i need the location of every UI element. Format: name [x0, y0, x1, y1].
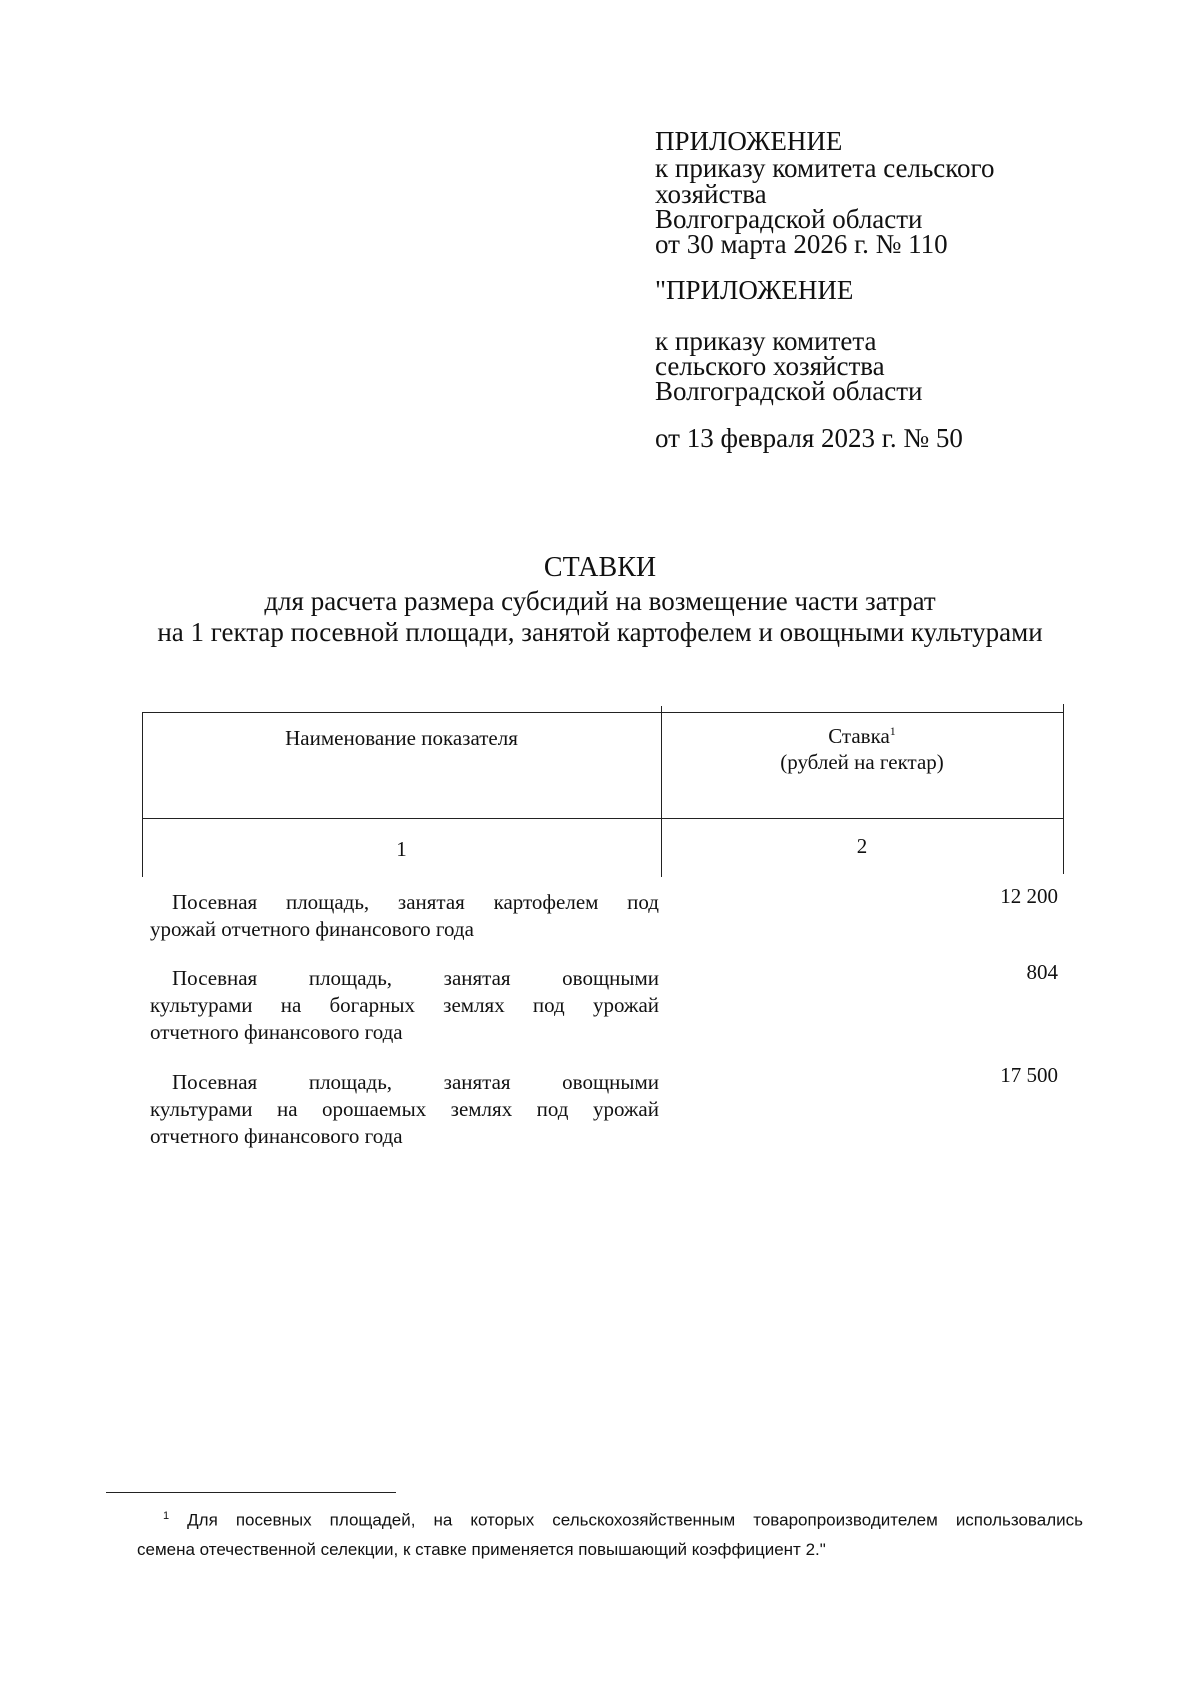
column-number-1: 1: [396, 837, 407, 861]
quoted-appendix-date: от 13 февраля 2023 г. № 50: [655, 423, 963, 453]
document-subtitle-line-1: для расчета размера субсидий на возмещение части затрат: [264, 586, 936, 616]
row-rate-value: 12 200: [1000, 884, 1058, 908]
column-header-rate-unit: (рублей на гектар): [780, 750, 944, 774]
appendix-title: ПРИЛОЖЕНИЕ: [655, 126, 843, 156]
appendix-line-2: хозяйства: [655, 179, 767, 209]
table-top-border: [142, 712, 1064, 713]
table-header-divider: [142, 818, 1064, 819]
appendix-line-4: от 30 марта 2026 г. № 110: [655, 229, 948, 259]
row-name-line: Посевная площадь, занятая овощными: [172, 1070, 659, 1094]
column-number-2: 2: [856, 834, 868, 858]
quoted-appendix-line-3: Волгоградской области: [655, 376, 923, 406]
quoted-appendix-line-1: к приказу комитета: [655, 326, 877, 356]
footnote-marker: 1: [163, 1510, 170, 1522]
column-header-indicator: Наименование показателя: [285, 726, 518, 750]
row-name-line: культурами на богарных землях под урожай: [150, 993, 659, 1017]
row-name-line: отчетного финансового года: [150, 1124, 403, 1148]
footnote-line-1: [163, 1510, 1083, 1531]
document-title: СТАВКИ: [543, 552, 657, 583]
row-rate-value: 17 500: [1000, 1063, 1058, 1087]
quoted-appendix-title: "ПРИЛОЖЕНИЕ: [655, 275, 854, 305]
table-right-border: [1063, 704, 1064, 874]
column-header-rate-label: Ставка: [828, 724, 890, 748]
footnote-separator: [106, 1492, 396, 1493]
footnote-reference: 1: [889, 724, 896, 738]
row-name-line: Посевная площадь, занятая картофелем под: [172, 890, 659, 914]
column-header-rate: [661, 724, 1063, 749]
row-name-line: урожай отчетного финансового года: [150, 917, 474, 941]
row-name-line: отчетного финансового года: [150, 1020, 403, 1044]
footnote-text-line-1: Для посевных площадей, на которых сельскохозяйственным товаропроизводителем использовались: [187, 1510, 1083, 1530]
appendix-line-1: к приказу комитета сельского: [655, 153, 995, 183]
appendix-line-3: Волгоградской области: [655, 204, 923, 234]
document-subtitle-line-2: на 1 гектар посевной площади, занятой картофелем и овощными культурами: [157, 617, 1043, 647]
quoted-appendix-line-2: сельского хозяйства: [655, 351, 885, 381]
footnote-line-2: семена отечественной селекции, к ставке применяется повышающий коэффициент 2.": [137, 1540, 826, 1559]
row-name-line: культурами на орошаемых землях под урожай: [150, 1097, 659, 1121]
row-name-line: Посевная площадь, занятая овощными: [172, 966, 659, 990]
row-rate-value: 804: [1026, 960, 1058, 984]
